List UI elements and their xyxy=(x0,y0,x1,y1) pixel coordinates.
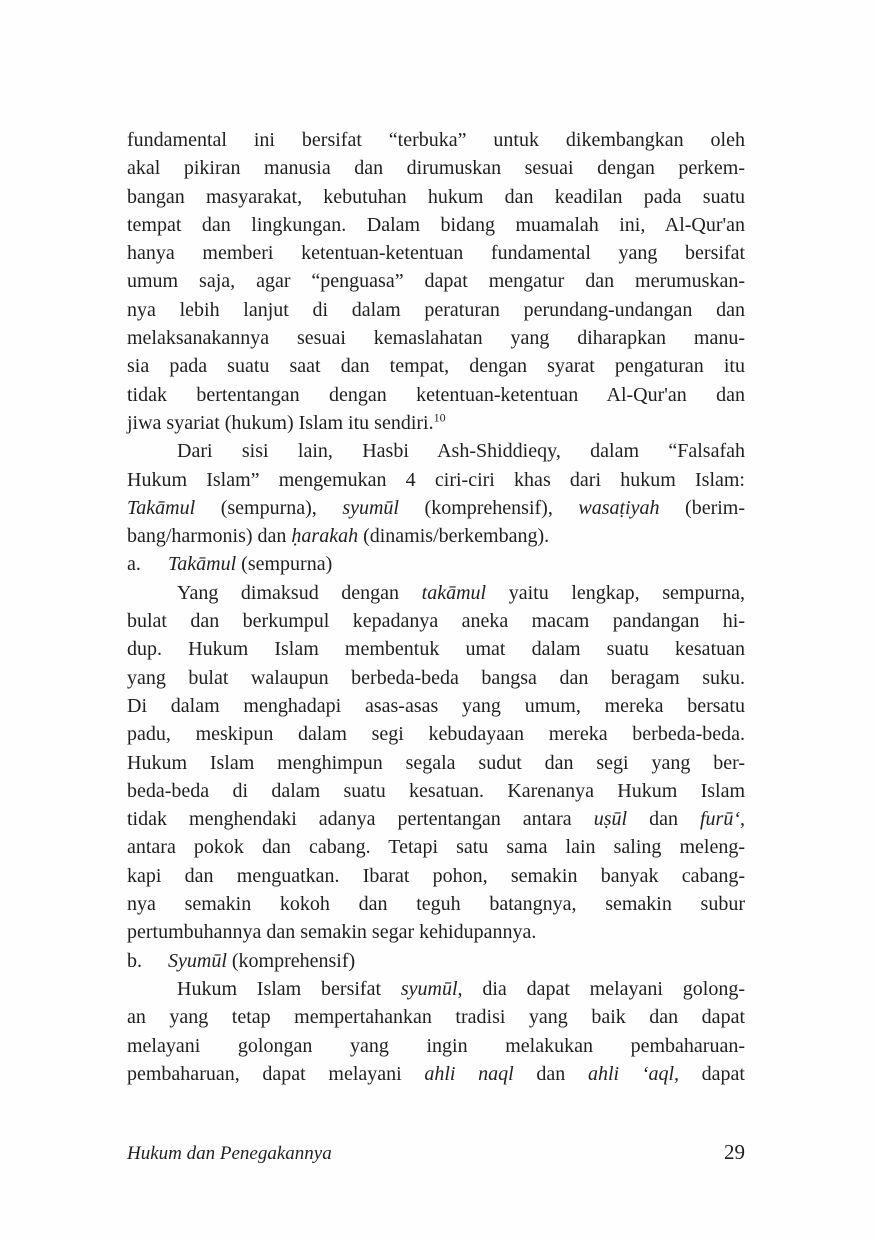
list-marker: b. xyxy=(127,949,142,972)
text-line xyxy=(127,1032,745,1060)
text-segment: yaitu lengkap, sempurna, xyxy=(486,581,745,604)
text-segment: ahli ‘aql, xyxy=(587,1062,679,1085)
text-line xyxy=(127,522,745,550)
text-line xyxy=(127,664,745,692)
text-segment: melaksanakannya sesuai kemaslahatan yang diharapkan manu- xyxy=(127,327,745,350)
text-line xyxy=(127,296,745,324)
text-segment: sia pada suatu saat dan tempat, dengan syarat pengaturan itu xyxy=(127,355,745,378)
text-block xyxy=(127,126,745,1088)
text-line xyxy=(127,494,745,522)
text-segment: dup. Hukum Islam membentuk umat dalam suatu kesatuan xyxy=(127,638,745,661)
text-segment: fundamental ini bersifat “terbuka” untuk dikembangkan oleh xyxy=(127,129,745,151)
text-line xyxy=(127,607,745,635)
text-segment: (komprehensif), xyxy=(399,496,579,519)
text-line xyxy=(127,805,745,833)
text-line xyxy=(127,720,745,748)
text-segment: hanya memberi ketentuan-ketentuan fundamental yang bersifat xyxy=(127,242,745,265)
text-segment: Hukum Islam bersifat xyxy=(177,977,401,1000)
text-segment: Di dalam menghadapi asas-asas yang umum, mereka bersatu xyxy=(127,694,745,717)
text-segment: wasaṭiyah xyxy=(578,496,660,519)
footer-book-title: Hukum dan Penegakannya xyxy=(127,1143,332,1164)
text-segment: dapat xyxy=(679,1062,745,1085)
text-segment: Syumūl xyxy=(168,949,227,972)
text-segment: Hukum Islam” mengemukan 4 ciri-ciri khas dari hukum Islam: xyxy=(127,468,745,491)
text-segment: Dari sisi lain, Hasbi Ash-Shiddieqy, dalam “Falsafah xyxy=(177,440,745,463)
text-segment: umum saja, agar “penguasa” dapat mengatur dan merumuskan- xyxy=(127,270,745,293)
text-segment: pertumbuhannya dan semakin segar kehidupannya. xyxy=(127,921,537,944)
text-line xyxy=(127,352,745,380)
text-segment: antara pokok dan cabang. Tetapi satu sama lain saling meleng- xyxy=(127,836,745,859)
text-segment: padu, meskipun dalam segi kebudayaan mereka berbeda-beda. xyxy=(127,723,745,746)
text-segment: an yang tetap mempertahankan tradisi yang baik dan dapat xyxy=(127,1006,745,1029)
text-segment: takāmul xyxy=(421,581,487,604)
text-line xyxy=(127,466,745,494)
text-line xyxy=(127,211,745,239)
text-segment: Yang dimaksud dengan xyxy=(177,581,422,604)
text-line xyxy=(127,749,745,777)
text-segment: (komprehensif) xyxy=(226,949,356,972)
text-segment: tidak menghendaki adanya pertentangan antara xyxy=(127,808,594,831)
footnote-ref: 10 xyxy=(433,410,446,425)
text-segment: yang bulat walaupun berbeda-beda bangsa dan beragam suku. xyxy=(127,666,745,689)
text-line xyxy=(127,862,745,890)
footer xyxy=(127,1140,745,1165)
text-segment: (dinamis/berkembang). xyxy=(358,525,550,548)
list-marker: a. xyxy=(127,553,141,576)
text-line xyxy=(127,183,745,211)
text-segment: bangan masyarakat, kebutuhan hukum dan keadilan pada suatu xyxy=(127,185,745,208)
text-segment: bulat dan berkumpul kepadanya aneka macam pandangan hi- xyxy=(127,610,745,633)
text-line xyxy=(127,239,745,267)
text-line xyxy=(127,154,745,182)
text-line xyxy=(127,1003,745,1031)
text-segment: pembaharuan, dapat melayani xyxy=(127,1062,425,1085)
text-line xyxy=(127,918,745,946)
text-line xyxy=(127,126,745,154)
text-line xyxy=(127,324,745,352)
text-segment: uṣūl xyxy=(593,808,628,831)
text-segment: melayani golongan yang ingin melakukan pembaharuan- xyxy=(127,1034,745,1057)
text-line xyxy=(127,947,745,975)
text-segment: jiwa syariat (hukum) Islam itu sendiri. xyxy=(127,411,434,434)
text-segment: tempat dan lingkungan. Dalam bidang muamalah ini, Al-Qur'an xyxy=(127,213,745,236)
text-line xyxy=(127,1060,745,1088)
text-line xyxy=(127,777,745,805)
text-segment: Hukum Islam menghimpun segala sudut dan segi yang ber- xyxy=(127,751,745,774)
text-segment: dan xyxy=(513,1062,588,1085)
text-line xyxy=(127,409,745,437)
text-line xyxy=(127,975,745,1003)
text-segment: tidak bertentangan dengan ketentuan-ketentuan Al-Qur'an dan xyxy=(127,383,745,406)
text-segment: , dia dapat melayani golong- xyxy=(457,977,746,1000)
text-segment: beda-beda di dalam suatu kesatuan. Karenanya Hukum Islam xyxy=(127,779,745,802)
footer-page-number: 29 xyxy=(724,1140,745,1164)
text-segment: , xyxy=(739,808,745,831)
text-line xyxy=(127,267,745,295)
text-line xyxy=(127,692,745,720)
text-line xyxy=(127,635,745,663)
text-segment: (sempurna), xyxy=(195,496,343,519)
text-segment: kapi dan menguatkan. Ibarat pohon, semakin banyak cabang- xyxy=(127,864,745,887)
text-segment: akal pikiran manusia dan dirumuskan sesuai dengan perkem- xyxy=(127,157,745,180)
text-line xyxy=(127,550,745,578)
text-line xyxy=(127,381,745,409)
text-segment: Takāmul xyxy=(127,496,196,519)
text-segment: (berim- xyxy=(659,496,746,519)
text-segment: ḥarakah xyxy=(291,525,359,548)
text-line xyxy=(127,437,745,465)
text-segment: syumūl xyxy=(400,977,458,1000)
text-line xyxy=(127,579,745,607)
text-segment: ahli naql xyxy=(424,1062,514,1085)
text-segment: nya semakin kokoh dan teguh batangnya, semakin subur xyxy=(127,893,745,916)
text-line xyxy=(127,833,745,861)
text-segment: Takāmul xyxy=(168,553,237,576)
text-segment: syumūl xyxy=(342,496,399,519)
text-segment: furū‘ xyxy=(699,808,740,831)
text-segment: dan xyxy=(627,808,700,831)
text-segment: bang/harmonis) dan xyxy=(127,525,292,548)
text-line xyxy=(127,890,745,918)
text-segment: (sempurna) xyxy=(236,553,333,576)
text-segment: nya lebih lanjut di dalam peraturan perundang-undangan dan xyxy=(127,298,745,321)
